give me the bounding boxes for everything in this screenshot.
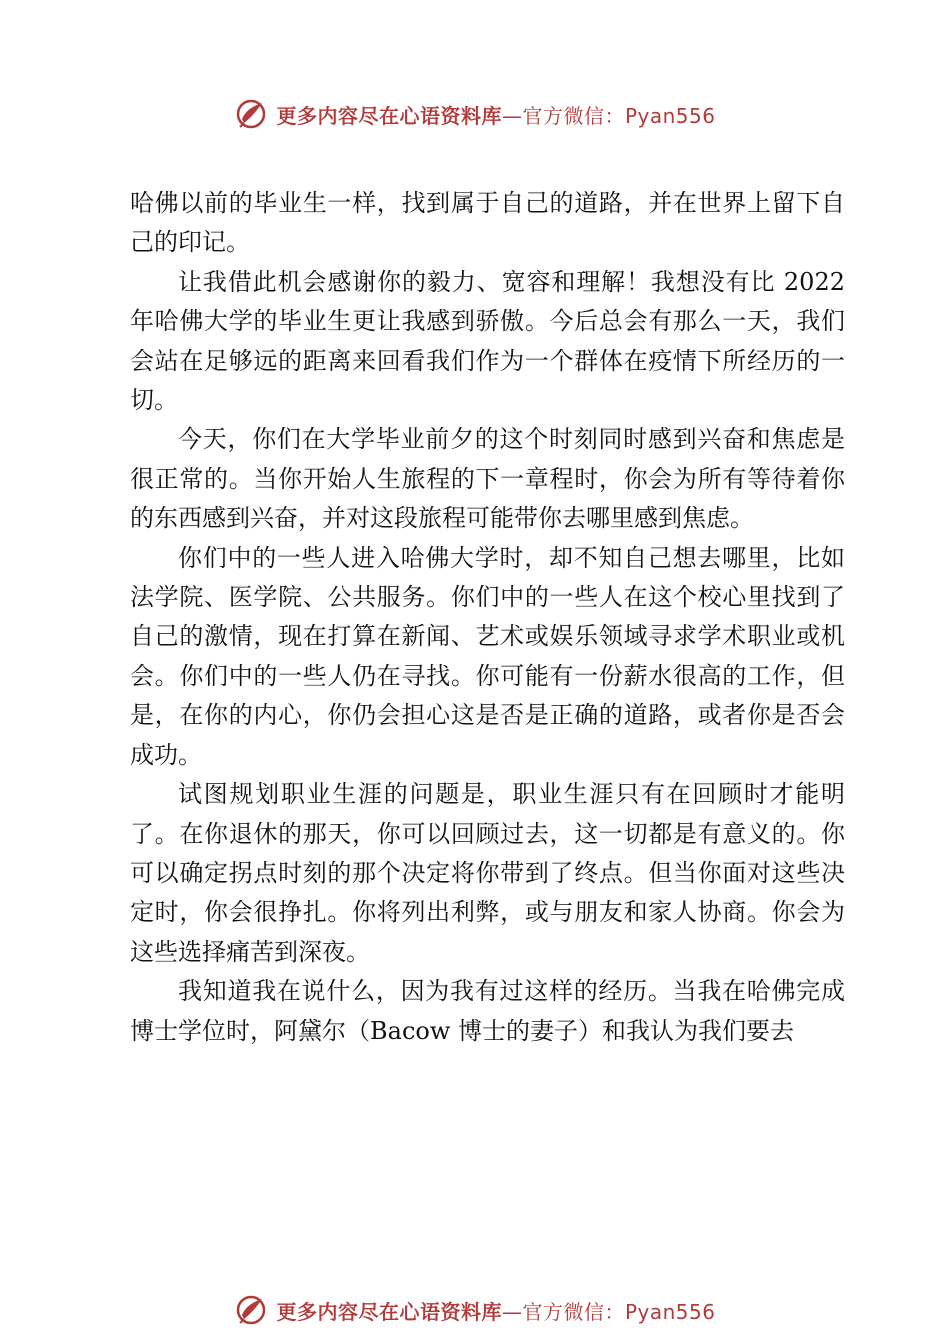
footer-text (276, 1296, 715, 1325)
header-text (276, 100, 715, 129)
paragraph-3: 今天，你们在大学毕业前夕的这个时刻同时感到兴奋和焦虑是很正常的。当你开始人生旅程的下一章程时，你会为所有等待着你的东西感到兴奋，并对这段旅程可能带你去哪里感到焦虑。 (130, 425, 845, 533)
document-body (130, 184, 845, 1051)
header-banner (0, 94, 950, 134)
paragraph-4: 你们中的一些人进入哈佛大学时，却不知自己想去哪里，比如法学院、医学院、公共服务。你们中的一些人在这个校心里找到了自己的激情，现在打算在新闻、艺术或娱乐领域寻求学术职业或机会。你们中的一些人仍在寻找。你可能有一份薪水很高的工作，但是，在你的内心，你仍会担心这是否是正确的道路，或者你是否会成功。 (130, 543, 845, 769)
header-separator: — (501, 103, 523, 128)
footer-banner (0, 1290, 950, 1330)
header-contact: 官方微信：Pyan556 (522, 103, 716, 128)
paragraph-6: 我知道我在说什么，因为我有过这样的经历。当我在哈佛完成博士学位时，阿黛尔（Bacow 博士的妻子）和我认为我们要去 (130, 977, 845, 1045)
paragraph-1: 哈佛以前的毕业生一样，找到属于自己的道路，并在世界上留下自己的印记。 (130, 189, 845, 257)
paragraph-5: 试图规划职业生涯的问题是，职业生涯只有在回顾时才能明了。在你退休的那天，你可以回顾过去，这一切都是有意义的。你可以确定拐点时刻的那个决定将你带到了终点。但当你面对这些决定时，你会很挣扎。你将列出利弊，或与朋友和家人协商。你会为这些选择痛苦到深夜。 (130, 780, 845, 966)
footer-separator: — (501, 1299, 523, 1324)
header-brand: 更多内容尽在心语资料库 (276, 103, 502, 128)
pen-swirl-logo-icon (234, 97, 268, 131)
footer-contact: 官方微信：Pyan556 (522, 1299, 716, 1324)
footer-brand: 更多内容尽在心语资料库 (276, 1299, 502, 1324)
pen-swirl-logo-icon (234, 1293, 268, 1327)
paragraph-2: 让我借此机会感谢你的毅力、宽容和理解！我想没有比 2022 年哈佛大学的毕业生更让我感到骄傲。今后总会有那么一天，我们会站在足够远的距离来回看我们作为一个群体在疫情下所经历的一切。 (130, 267, 845, 415)
